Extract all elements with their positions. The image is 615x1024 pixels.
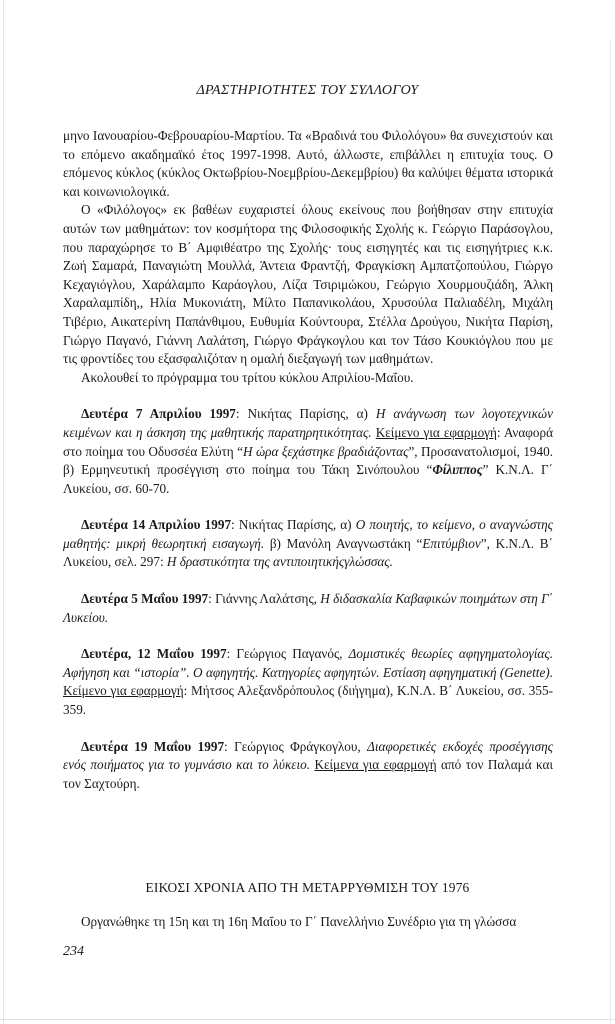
session-text: ”, Προσανατολισμοί, 1940. β) Ερμηνευτική προσέγγιση στο ποίημα του Τάκη Σινόπουλου “ (63, 443, 554, 478)
session-text: : Μήτσος Αλεξανδρόπουλος (διήγημα), Κ.Ν.Λ. Β΄ Λυκείου, σσ. 355-359. (63, 683, 553, 718)
session-date: Δευτέρα 14 Απριλίου 1997 (81, 517, 232, 533)
page-edge (610, 40, 611, 1024)
session-text: ”, Κ.Ν.Λ. Β΄ Λυκείου, σελ. 297: (63, 535, 553, 570)
session-title: Διαφορετικές εκδοχές προσέγγισης ενός ποιήματος για το γυμνάσιο και το λύκειο. (63, 738, 554, 773)
session-title: Η ανάγνωση των λογοτεχνικών κειμένων και η άσκηση της μαθητικής παρατηρητικότητας. (63, 406, 553, 440)
application-text-label: Κείμενο για εφαρμογή (375, 424, 497, 440)
application-text-label: Κείμενα για εφαρμογή (314, 757, 437, 773)
session-text: β) Μανόλη Αναγνωστάκη “ (264, 535, 423, 551)
work-title: Επιτύμβιον (422, 535, 481, 551)
session-title: Η διδασκαλία Καβαφικών ποιημάτων στη Γ΄ Λυκείου. (63, 591, 553, 625)
session-entry (63, 590, 553, 627)
session-text: από τον Παλαμά και τον Σαχτούρη. (63, 757, 553, 791)
session-text: : Αναφορά στο ποίημα του Οδυσσέα Ελύτη “ (63, 424, 553, 459)
session-title: Ο ποιητής, το κείμενο, ο αναγνώστης μαθητής: μικρή θεωρητική εισαγωγή. (63, 517, 553, 551)
session-entry (63, 738, 553, 794)
work-title: Η ώρα ξεχάστηκε βραδιάζοντας (243, 443, 409, 459)
session-speaker: : Γεώργιος Φράγκογλου, (224, 738, 368, 754)
application-text-label: Κείμενο για εφαρμογή (63, 683, 184, 699)
section-heading: ΕΙΚΟΣΙ ΧΡΟΝΙΑ ΑΠΟ ΤΗ ΜΕΤΑΡΡΥΘΜΙΣΗ ΤΟΥ 1976 (145, 880, 470, 895)
session-date: Δευτέρα 5 Μαΐου 1997 (81, 591, 209, 607)
session-entry (63, 516, 553, 572)
paragraph: Ακολουθεί το πρόγραμμα του τρίτου κύκλου Απριλίου-Μαΐου. (81, 369, 414, 385)
session-date: Δευτέρα 7 Απριλίου 1997 (81, 406, 236, 422)
running-head: ΔΡΑΣΤΗΡΙΟΤΗΤΕΣ ΤΟΥ ΣΥΛΛΟΓΟΥ (196, 83, 419, 98)
work-title: Φίλιππος (432, 462, 483, 478)
session-speaker: : Γεώργιος Παγανός, (226, 646, 349, 662)
session-speaker: : Γιάννης Λαλάτσης, (208, 591, 321, 607)
paragraph: μηνο Ιανουαρίου-Φεβρουαρίου-Μαρτίου. Τα «Βραδινά του Φιλολόγου» θα συνεχιστούν και το επόμενο ακαδημαϊκό έτος 1997-1998. Αυτό, άλλωστε, επιβάλλει η επιτυχία τους. Ο επόμενος κύκλος (κύκλος Οκτωβρίου-Νοεμβρίου-Δεκεμβρίου) θα καλύψει θέματα ιστορικά και κοινωνιολογικά. (63, 128, 553, 199)
session-date: Δευτέρα, 12 Μαΐου 1997 (81, 646, 227, 662)
session-entry (63, 405, 553, 498)
section-paragraph: Οργανώθηκε τη 15η και τη 16η Μαΐου το Γ΄ Πανελλήνιο Συνέδριο για τη γλώσσα (81, 914, 517, 929)
work-title: Η δραστικότητα της αντιποιητικήςγλώσσας. (166, 554, 393, 570)
article-body (63, 127, 553, 793)
session-speaker: : Νικήτας Παρίσης, α) (235, 406, 376, 422)
session-speaker: : Νικήτας Παρίσης, α) (231, 517, 356, 533)
paragraph: Ο «Φιλόλογος» εκ βαθέων ευχαριστεί όλους εκείνους που βοήθησαν στην επιτυχία αυτών των μαθημάτων: τον κοσμήτορα της Φιλοσοφικής Σχολής κ. Γεώργιο Παράσογλου, που παραχώρησε το Β΄ Αμφιθέατρο της Σχολής· τους εισηγητές και τις εισηγήτριες κ.κ. Ζωή Σαμαρά, Παναγιώτη Μουλλά, Άντεια Φραντζή, Φραγκίσκη Αμπατζοπούλου, Γιώργο Κεχαγιόγλου, Χαράλαμπο Καράογλου, Λίζα Τσιριμώκου, Γεώργιο Χουρμουζιάδη, Άλκη Χαραλαμπίδη,, Ηλία Μυκονιάτη, Μίλτο Παπανικολάου, Χρυσούλα Παλιαδέλη, Μιχάλη Τιβέριο, Αικατερίνη Παπάνθιμου, Ευθυμία Κούντουρα, Στέλλα Δρούγου, Νικήτα Παρίση, Γιώργο Παγανό, Γιάννη Λαλάτση, Γιώργο Φράγκογλου και τον Τάσο Κουκιόγλου που με τις φροντίδες του εξασφαλιζόταν η ομαλή διεξαγωγή των μαθημάτων. (63, 202, 553, 367)
session-title: Δομιστικές θεωρίες αφηγηματολογίας. Αφήγηση και “ιστορία”. Ο αφηγητής. Κατηγορίες αφηγητών. Εστίαση αφηγηματική (Genette). (63, 646, 553, 680)
session-entry (63, 645, 553, 719)
page-number: 234 (63, 944, 84, 959)
page-edge (3, 0, 4, 1024)
page-edge (0, 1019, 615, 1020)
session-text: ” Κ.Ν.Λ. Γ΄ Λυκείου, σσ. 60-70. (63, 462, 554, 496)
session-date: Δευτέρα 19 Μαΐου 1997 (81, 738, 225, 754)
